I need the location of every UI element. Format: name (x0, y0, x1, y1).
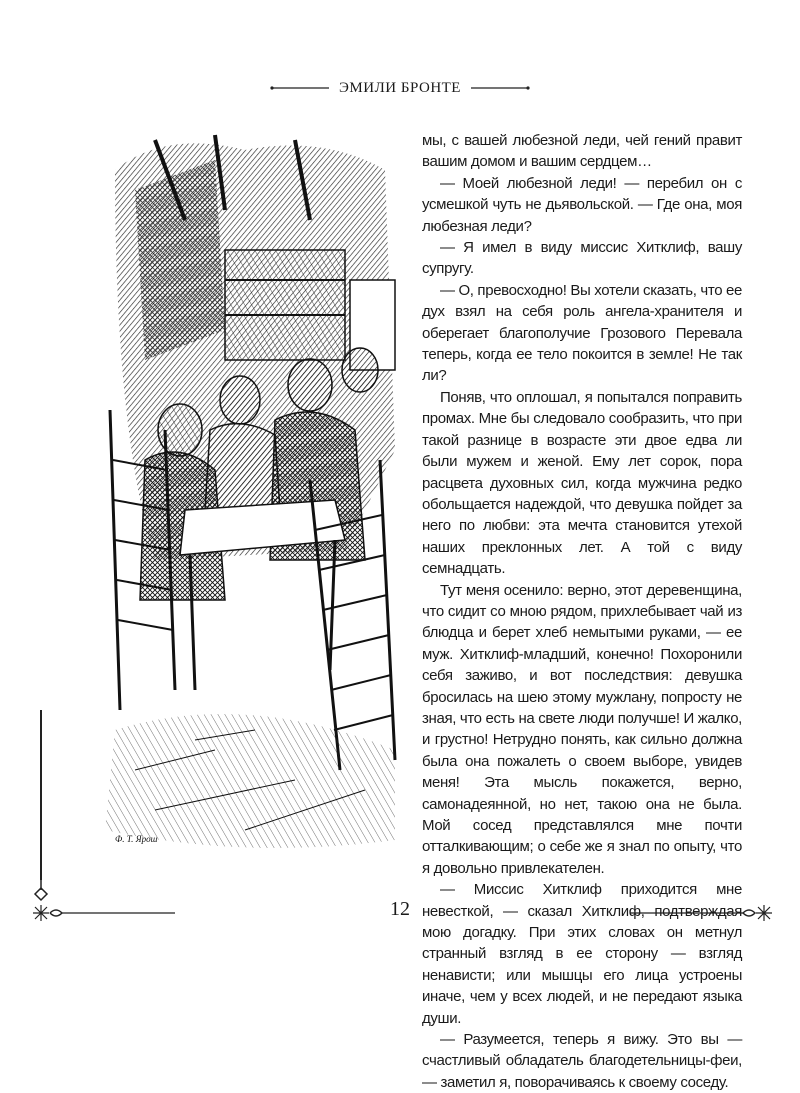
paragraph-3: — Я имел в виду миссис Хитклиф, вашу супругу. (422, 239, 742, 278)
engraving-illustration (95, 130, 400, 860)
paragraph-5: Поняв, что оплошал, я попытался поправить промах. Мне бы следовало сообразить, что при такой разнице в возрасте эти двое едва ли были мужем и женой. Ему лет сорок, пора расцвета духовных сил, когда мужчина редко обольщается надеждой, что девушка пойдет за него по любви: эта мечта становится утехой наших преклонных лет. А той с виду семнадцать. (422, 388, 742, 578)
paragraph-6: Тут меня осенило: верно, этот деревенщина, что сидит со мною рядом, прихлебывает чай из блюдца и берет хлеб немытыми руками, — ее муж. Хитклиф-младший, конечно! Похоронили себя заживо, и вот последствия: девушка бросилась на шею этому мужлану, попросту не зная, что есть на свете люди получше! И жалко, и грустно! Нетрудно понять, как сильно должна была она пожалеть о своем выборе, увидев меня! Эта мысль покажется, верно, самонадеянной, но нет, такою она не была. Мой сосед представлялся мне почти отталкивающим; о себе же я знал по опыту, что я довольно привлекателен. (422, 581, 742, 877)
paragraph-2: — Моей любезной леди! — перебил он с усмешкой чуть не дьявольской. — Где она, моя любезная леди? (422, 174, 742, 235)
header-rule-right (471, 83, 531, 93)
footer-ornament-right (630, 880, 775, 930)
body-text (422, 130, 742, 1093)
running-header (0, 78, 800, 98)
page-number: 12 (390, 898, 410, 920)
paragraph-1: мы, с вашей любезной леди, чей гений правит вашим домом и вашим сердцем… (422, 132, 742, 171)
paragraph-4: — О, превосходно! Вы хотели сказать, что ее дух взял на себя роль ангела-хранителя и оберегает благополучие Грозового Перевала теперь, когда ее тело покоится в земле! Не так ли? (422, 281, 742, 385)
paragraph-8: — Разумеется, теперь я вижу. Это вы — счастливый обладатель благодетельницы-феи, — заметил я, поворачиваясь к своему соседу. (422, 1031, 742, 1091)
paragraph-7: — Миссис Хитклиф приходится мне невесткой, — сказал Хитклиф, подтверждая мою догадку. При этих словах он метнул странный взгляд в ее сторону — взгляд ненависти; или мышцы его лица устроены иначе, чем у всех людей, и не передают языка души. (422, 881, 742, 1027)
header-title: ЭМИЛИ БРОНТЕ (339, 79, 461, 96)
left-border-line (40, 710, 42, 880)
artist-signature: Ф. Т. Ярош (115, 834, 158, 844)
header-rule-left (269, 83, 329, 93)
